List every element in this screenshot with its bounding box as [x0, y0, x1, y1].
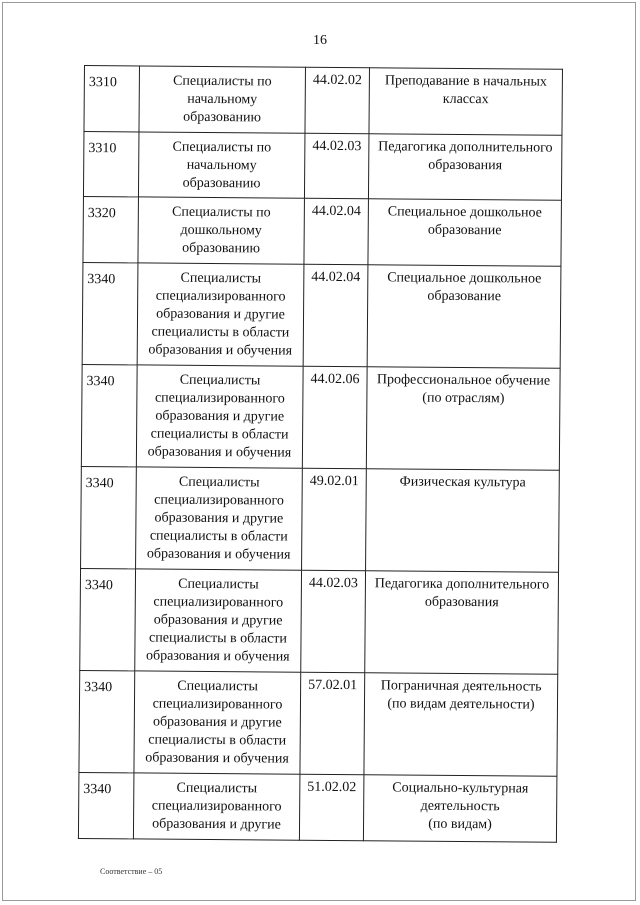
specialties-table — [78, 65, 563, 843]
specialty-name-cell — [363, 775, 557, 843]
specialty-name-cell — [366, 469, 560, 573]
occupation-group-cell — [138, 132, 305, 198]
occupation-group-cell — [136, 365, 303, 468]
specialty-code-cell: 44.02.03 — [304, 133, 369, 199]
specialty-code-cell: 57.02.01 — [300, 672, 365, 774]
occupation-group-cell — [136, 467, 303, 570]
occupation-group-line: специализированного — [151, 798, 282, 815]
specialty-name-cell — [367, 265, 561, 369]
occupation-group-line: образования и обучения — [145, 750, 289, 767]
occupation-group-line: начальному — [187, 91, 258, 108]
specialty-name-line: Социально-культурная — [392, 780, 529, 797]
table-row — [83, 132, 561, 201]
occupation-group-line: Специалисты по — [171, 204, 271, 221]
okz-code-cell: 3340 — [82, 262, 138, 364]
specialty-name-line: Пограничная деятельность — [380, 678, 542, 695]
occupation-group-line: образования и другие — [152, 816, 281, 833]
occupation-group-line: образованию — [183, 109, 262, 126]
occupation-group-cell — [138, 197, 305, 264]
occupation-group-line: образования и другие — [155, 408, 285, 425]
specialty-name-line: (по видам деятельности) — [387, 696, 535, 713]
specialty-name-line: образования — [428, 157, 503, 174]
specialty-name-line: Профессиональное обучение — [376, 372, 551, 389]
occupation-group-line: специалисты в области — [150, 426, 289, 443]
occupation-group-line: специализированного — [153, 594, 284, 611]
occupation-group-line: Специалисты — [177, 678, 258, 695]
table-row — [79, 670, 558, 776]
occupation-group-line: образования и обучения — [145, 648, 290, 665]
specialty-name-cell — [366, 367, 560, 471]
okz-code-cell: 3340 — [78, 772, 134, 838]
specialty-name-line: Педагогика дополнительного — [374, 576, 550, 593]
specialty-code-cell: 51.02.02 — [299, 774, 364, 841]
specialty-name-line: Специальное дошкольное — [387, 204, 542, 221]
specialty-code-cell: 44.02.02 — [305, 67, 370, 134]
specialty-code-cell: 49.02.01 — [302, 468, 367, 570]
occupation-group-cell — [134, 671, 301, 774]
occupation-group-line: начальному — [186, 157, 257, 174]
specialty-code-cell: 44.02.04 — [303, 264, 368, 366]
occupation-group-line: специализированного — [154, 390, 285, 407]
occupation-group-line: Специалисты — [180, 270, 262, 287]
specialty-name-line: образование — [427, 288, 502, 305]
okz-code-cell: 3340 — [80, 568, 136, 670]
okz-code-cell: 3310 — [83, 132, 139, 197]
occupation-group-line: образования и обучения — [147, 444, 292, 461]
specialty-name-cell — [365, 571, 559, 675]
specialty-name-cell — [364, 673, 558, 777]
page-number: 16 — [313, 33, 327, 48]
occupation-group-line: Специалисты — [179, 372, 261, 389]
occupation-group-line: специализированного — [154, 492, 285, 509]
specialty-name-line: Физическая культура — [399, 474, 526, 491]
specialty-name-cell — [369, 68, 563, 136]
table-row — [81, 466, 560, 572]
occupation-group-line: специалисты в области — [151, 324, 290, 341]
occupation-group-line: образования и обучения — [146, 546, 291, 563]
occupation-group-line: Специалисты по — [173, 73, 272, 90]
occupation-group-line: образования и другие — [154, 510, 284, 527]
okz-code-cell: 3340 — [81, 466, 137, 568]
occupation-group-cell — [133, 773, 300, 840]
occupation-group-line: образования и другие — [152, 714, 282, 731]
occupation-group-line: специалисты в области — [149, 630, 287, 647]
footer-note: Соответствие – 05 — [100, 867, 163, 876]
occupation-group-line: образования и обучения — [148, 342, 293, 359]
occupation-group-line: специалисты в области — [149, 528, 288, 545]
occupation-group-line: специализированного — [152, 696, 283, 713]
table-body — [78, 66, 562, 843]
table-row — [84, 66, 563, 136]
occupation-group-line: образования и другие — [153, 612, 283, 629]
occupation-group-cell — [139, 66, 306, 133]
specialty-name-line: деятельность — [420, 798, 500, 815]
specialty-name-line: (по отраслям) — [422, 390, 505, 407]
specialty-name-cell — [368, 199, 562, 267]
specialty-code-cell: 44.02.03 — [301, 570, 366, 672]
occupation-group-line: Специалисты — [178, 474, 260, 491]
table-row — [80, 568, 559, 674]
table-row — [82, 262, 561, 368]
specialty-code-cell: 44.02.04 — [304, 198, 369, 265]
occupation-group-line: Специалисты — [178, 576, 259, 593]
occupation-group-line: специализированного — [155, 288, 286, 305]
specialty-name-cell — [368, 134, 562, 201]
specialty-name-line: образования — [424, 594, 499, 611]
specialty-name-line: (по видам) — [428, 816, 492, 833]
specialty-name-line: Педагогика дополнительного — [378, 139, 553, 156]
occupation-group-line: дошкольному — [180, 222, 262, 239]
okz-code-cell: 3340 — [81, 364, 137, 466]
okz-code-cell: 3320 — [83, 196, 139, 262]
occupation-group-line: образованию — [182, 175, 261, 192]
okz-code-cell: 3310 — [84, 66, 140, 132]
occupation-group-line: образованию — [182, 240, 261, 257]
table-row — [81, 364, 560, 470]
specialty-code-cell: 44.02.06 — [302, 366, 367, 468]
specialty-name-line: образование — [427, 222, 502, 239]
occupation-group-cell — [137, 263, 304, 366]
specialty-name-line: Специальное дошкольное — [387, 270, 542, 287]
specialty-name-line: Преподавание в начальных — [384, 73, 547, 90]
occupation-group-line: Специалисты — [176, 780, 258, 797]
okz-code-cell: 3340 — [79, 670, 135, 772]
occupation-group-line: Специалисты по — [172, 139, 272, 156]
table-row — [83, 196, 562, 266]
occupation-group-line: образования и другие — [156, 306, 285, 323]
table-row — [78, 772, 557, 842]
occupation-group-line: специалисты в области — [148, 732, 287, 749]
specialty-name-line: классах — [442, 91, 489, 108]
occupation-group-cell — [135, 569, 302, 672]
